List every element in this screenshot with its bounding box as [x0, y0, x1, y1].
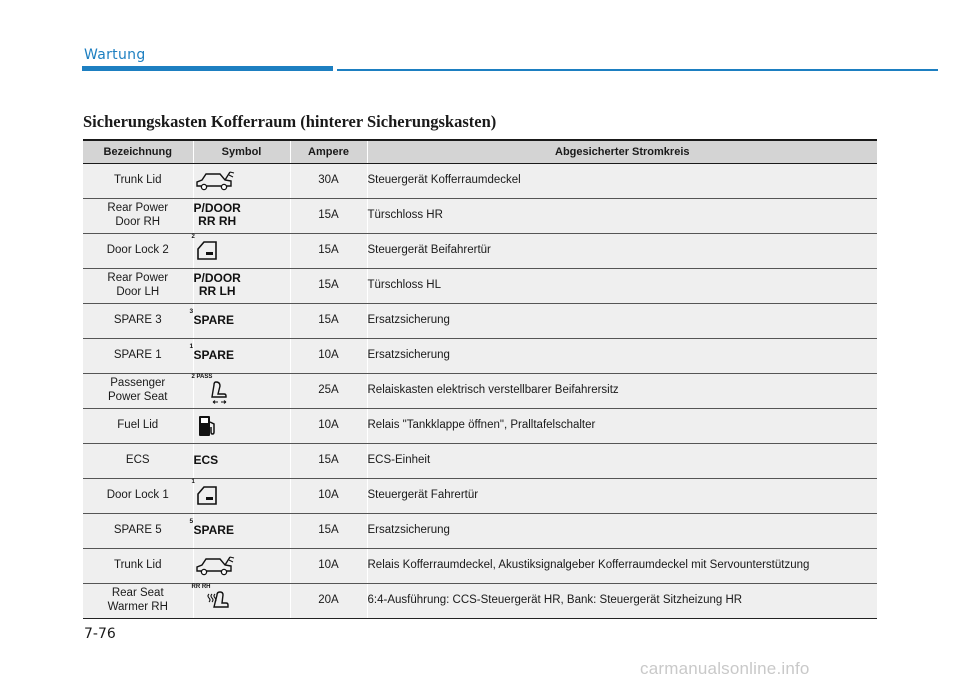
trunk-open-icon [194, 553, 236, 579]
fuse-name: Rear Seat Warmer RH [83, 584, 193, 619]
fuse-symbol [193, 164, 290, 199]
fuse-ampere: 10A [290, 339, 367, 374]
symbol-text: SPARE [193, 347, 234, 362]
symbol-badge: 3 [189, 307, 194, 315]
fuse-circuit: Relais Kofferraumdeckel, Akustiksignalgeber Kofferraumdeckel mit Servounterstützung [367, 549, 877, 584]
symbol-text: ECS [193, 452, 219, 467]
fuse-symbol [189, 304, 290, 339]
fuse-name: SPARE 3 [83, 304, 193, 339]
fuse-table-body [83, 164, 877, 619]
page-number: 7-76 [84, 626, 116, 642]
table-row [83, 549, 877, 584]
fuse-ampere: 15A [290, 269, 367, 304]
fuse-name: Door Lock 1 [83, 479, 193, 514]
fuse-circuit: Relaiskasten elektrisch verstellbarer Beifahrersitz [367, 374, 877, 409]
header-rule-thick [82, 66, 333, 71]
fuse-symbol [193, 584, 290, 619]
page-title: Sicherungskasten Kofferraum (hinterer Sicherungskasten) [83, 112, 497, 131]
table-row [83, 164, 877, 199]
symbol-badge: 2 [191, 234, 195, 240]
fuse-name: SPARE 1 [83, 339, 193, 374]
symbol-text: SPARE [193, 312, 234, 327]
fuse-circuit: Ersatzsicherung [367, 339, 877, 374]
fuse-name: Rear Power Door RH [83, 199, 193, 234]
fuse-ampere: 15A [290, 304, 367, 339]
fuse-ampere: 10A [290, 549, 367, 584]
fuse-ampere: 15A [290, 514, 367, 549]
fuse-symbol [193, 269, 290, 304]
column-header: Symbol [193, 140, 290, 164]
fuse-circuit: Türschloss HR [367, 199, 877, 234]
column-header: Bezeichnung [83, 140, 193, 164]
fuse-symbol [193, 409, 290, 444]
symbol-badge: 2 PASS [191, 374, 213, 380]
symbol-label [194, 202, 241, 227]
table-header-row [83, 140, 877, 164]
column-header: Ampere [290, 140, 367, 164]
fuse-circuit: Relais "Tankklappe öffnen", Pralltafelschalter [367, 409, 877, 444]
fuse-ampere: 15A [290, 234, 367, 269]
fuse-ampere: 15A [290, 199, 367, 234]
fuse-name: Trunk Lid [83, 549, 193, 584]
fuel-pump-icon [194, 413, 220, 439]
fuse-ampere: 15A [290, 444, 367, 479]
fuse-circuit: ECS-Einheit [367, 444, 877, 479]
symbol-badge: 1 [189, 342, 194, 350]
table-row [83, 444, 877, 479]
symbol-label [189, 307, 234, 327]
table-row [83, 409, 877, 444]
table-row [83, 514, 877, 549]
fuse-name: Rear Power Door LH [83, 269, 193, 304]
fuse-name: Door Lock 2 [83, 234, 193, 269]
symbol-badge: 1 [191, 479, 195, 485]
fuse-ampere: 10A [290, 479, 367, 514]
watermark: carmanualsonline.info [640, 659, 810, 678]
fuse-name: Fuel Lid [83, 409, 193, 444]
symbol-badge: RR RH [191, 584, 211, 590]
table-row [83, 584, 877, 619]
symbol-label [194, 272, 241, 297]
fuse-symbol [189, 514, 290, 549]
column-header: Abgesicherter Stromkreis [367, 140, 877, 164]
fuse-name: SPARE 5 [83, 514, 193, 549]
fuse-symbol [193, 549, 290, 584]
seat-heater-icon [191, 584, 234, 614]
table-row [83, 374, 877, 409]
fuse-name: ECS [83, 444, 193, 479]
trunk-open-icon [194, 168, 236, 194]
fuse-circuit: Steuergerät Kofferraumdeckel [367, 164, 877, 199]
fuse-symbol [193, 444, 290, 479]
table-row [83, 269, 877, 304]
table-row [83, 199, 877, 234]
fuse-ampere: 30A [290, 164, 367, 199]
table-row [83, 234, 877, 269]
header-rule-thin [337, 69, 938, 71]
fuse-symbol [193, 199, 290, 234]
door-lock-icon [191, 234, 220, 264]
fuse-name: Passenger Power Seat [83, 374, 193, 409]
symbol-label [194, 454, 219, 467]
fuse-circuit: 6:4-Ausführung: CCS-Steuergerät HR, Bank: Steuergerät Sitzheizung HR [367, 584, 877, 619]
table-row [83, 339, 877, 374]
fuse-ampere: 20A [290, 584, 367, 619]
fuse-circuit: Ersatzsicherung [367, 514, 877, 549]
symbol-badge: 5 [189, 517, 194, 525]
door-lock-icon [191, 479, 220, 509]
symbol-text: P/DOOR RR RH [193, 201, 241, 228]
fuse-symbol [193, 374, 290, 409]
fuse-table [83, 139, 877, 619]
fuse-symbol [189, 339, 290, 374]
table-row [83, 304, 877, 339]
fuse-circuit: Türschloss HL [367, 269, 877, 304]
fuse-symbol [193, 234, 290, 269]
fuse-ampere: 10A [290, 409, 367, 444]
symbol-text: SPARE [193, 522, 234, 537]
table-row [83, 479, 877, 514]
fuse-circuit: Steuergerät Fahrertür [367, 479, 877, 514]
fuse-circuit: Ersatzsicherung [367, 304, 877, 339]
fuse-ampere: 25A [290, 374, 367, 409]
symbol-label [189, 342, 234, 362]
section-header: Wartung [84, 47, 146, 63]
fuse-name: Trunk Lid [83, 164, 193, 199]
fuse-symbol [193, 479, 290, 514]
symbol-label [189, 517, 234, 537]
power-seat-icon [191, 374, 234, 404]
symbol-text: P/DOOR RR LH [193, 271, 241, 298]
fuse-circuit: Steuergerät Beifahrertür [367, 234, 877, 269]
